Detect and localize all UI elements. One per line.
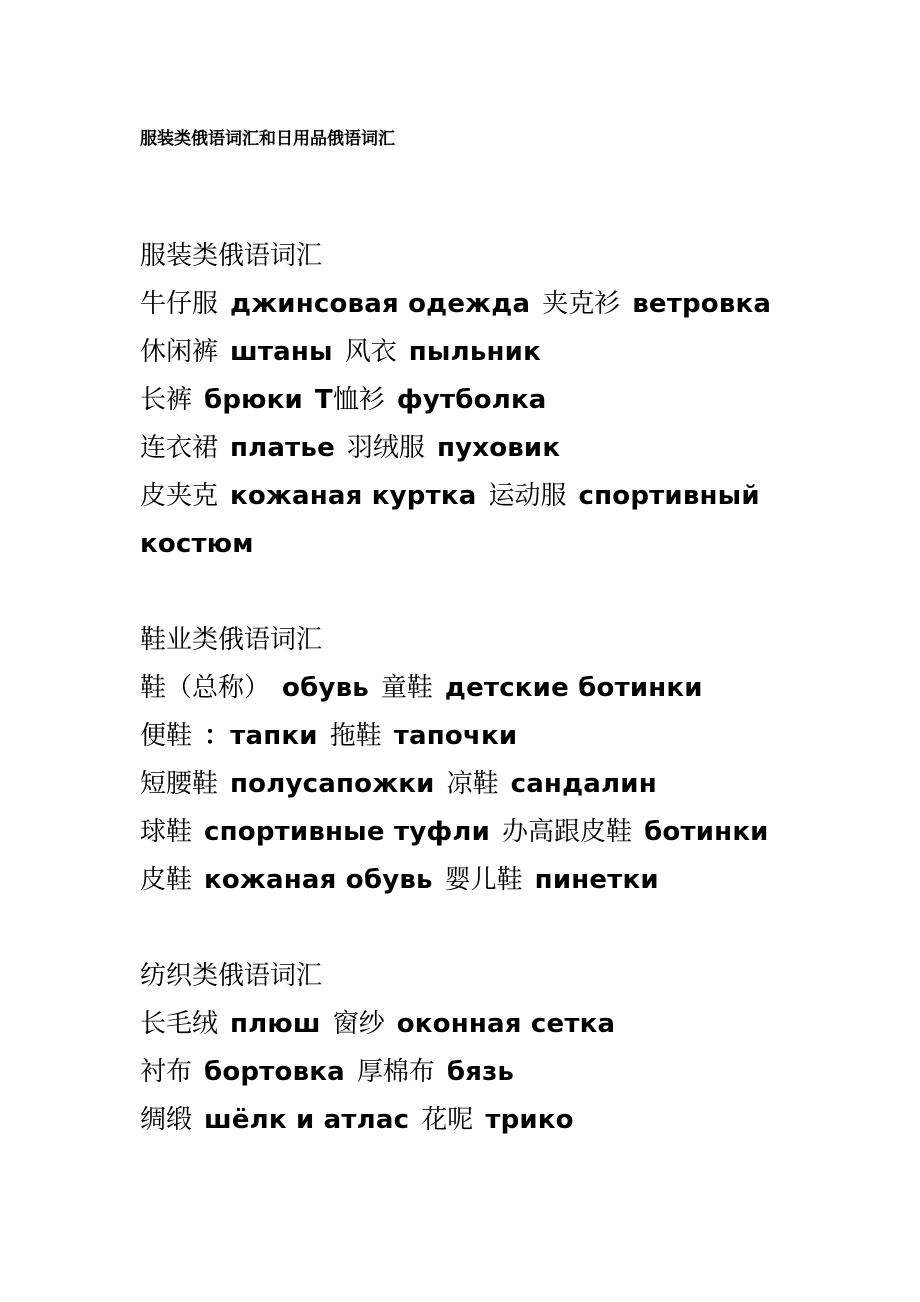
russian-term: кожаная обувь <box>204 865 433 895</box>
vocab-line <box>140 376 782 424</box>
chinese-term: 衬布 <box>140 1057 193 1087</box>
vocab-line <box>140 280 782 328</box>
russian-term: ботинки <box>644 817 769 847</box>
chinese-term: 婴儿鞋 <box>444 865 523 895</box>
document-title: 服装类俄语词汇和日用品俄语词汇 <box>140 129 395 149</box>
russian-term: обувь <box>282 673 369 703</box>
vocab-line <box>140 328 782 376</box>
chinese-term: 风衣 <box>344 337 397 367</box>
russian-term: плюш <box>230 1009 321 1039</box>
vocab-line <box>140 856 782 904</box>
russian-term: спортивные туфли <box>204 817 491 847</box>
russian-term: Т <box>314 385 333 415</box>
chinese-term: 窗纱 <box>332 1009 385 1039</box>
chinese-term: 厚棉布 <box>356 1057 435 1087</box>
russian-term: сандалин <box>510 769 657 799</box>
russian-term: пуховик <box>436 433 561 463</box>
chinese-term: 夹克衫 <box>542 289 621 319</box>
chinese-term: 羽绒服 <box>346 433 425 463</box>
vocab-section <box>140 952 782 1144</box>
russian-term: детские ботинки <box>444 673 703 703</box>
russian-term: футболка <box>396 385 547 415</box>
chinese-term: 长裤 <box>140 385 193 415</box>
russian-term: бязь <box>446 1057 515 1087</box>
chinese-term: 恤衫 <box>332 385 385 415</box>
chinese-term: 花呢 <box>421 1105 474 1135</box>
document-body <box>140 232 782 1144</box>
chinese-term: 童鞋 <box>380 673 433 703</box>
vocab-line <box>140 664 782 712</box>
chinese-term: 便鞋 <box>140 721 193 751</box>
chinese-term: 短腰鞋 <box>140 769 219 799</box>
vocab-line <box>140 808 782 856</box>
vocab-line <box>140 424 782 472</box>
russian-term: оконная сетка <box>396 1009 616 1039</box>
chinese-term: 鞋（总称） <box>140 673 271 703</box>
russian-term: кожаная куртка <box>230 481 477 511</box>
section-heading: 纺织类俄语词汇 <box>140 961 323 991</box>
russian-term: ：тапки <box>204 721 318 751</box>
chinese-term: 长毛绒 <box>140 1009 219 1039</box>
russian-term: штаны <box>230 337 333 367</box>
russian-term: полусапожки <box>230 769 435 799</box>
section-heading: 鞋业类俄语词汇 <box>140 625 323 655</box>
russian-term: шёлк и атлас <box>204 1105 410 1135</box>
russian-term: пинетки <box>534 865 659 895</box>
vocab-section <box>140 232 782 568</box>
vocab-line <box>140 472 782 520</box>
russian-term: брюки <box>204 385 303 415</box>
chinese-term: 绸缎 <box>140 1105 193 1135</box>
russian-term: платье <box>230 433 335 463</box>
vocab-line <box>140 520 782 568</box>
chinese-term: 皮鞋 <box>140 865 193 895</box>
chinese-term: 牛仔服 <box>140 289 219 319</box>
russian-term: спортивный <box>578 481 760 511</box>
vocab-line <box>140 712 782 760</box>
chinese-term: 球鞋 <box>140 817 193 847</box>
chinese-term: 办高跟皮鞋 <box>502 817 633 847</box>
russian-term: тапочки <box>393 721 518 751</box>
chinese-term: 休闲裤 <box>140 337 219 367</box>
russian-term: трико <box>485 1105 574 1135</box>
russian-term: бортовка <box>204 1057 345 1087</box>
chinese-term: 运动服 <box>488 481 567 511</box>
vocab-line <box>140 1096 782 1144</box>
russian-term: костюм <box>140 529 254 559</box>
chinese-term: 凉鞋 <box>446 769 499 799</box>
chinese-term: 皮夹克 <box>140 481 219 511</box>
russian-term: ветровка <box>632 289 772 319</box>
section-heading: 服装类俄语词汇 <box>140 241 323 271</box>
vocab-line <box>140 1000 782 1048</box>
chinese-term: 连衣裙 <box>140 433 219 463</box>
vocab-section <box>140 616 782 904</box>
vocab-line <box>140 760 782 808</box>
vocab-line <box>140 1048 782 1096</box>
russian-term: пыльник <box>408 337 541 367</box>
chinese-term: 拖鞋 <box>329 721 382 751</box>
russian-term: джинсовая одежда <box>230 289 531 319</box>
